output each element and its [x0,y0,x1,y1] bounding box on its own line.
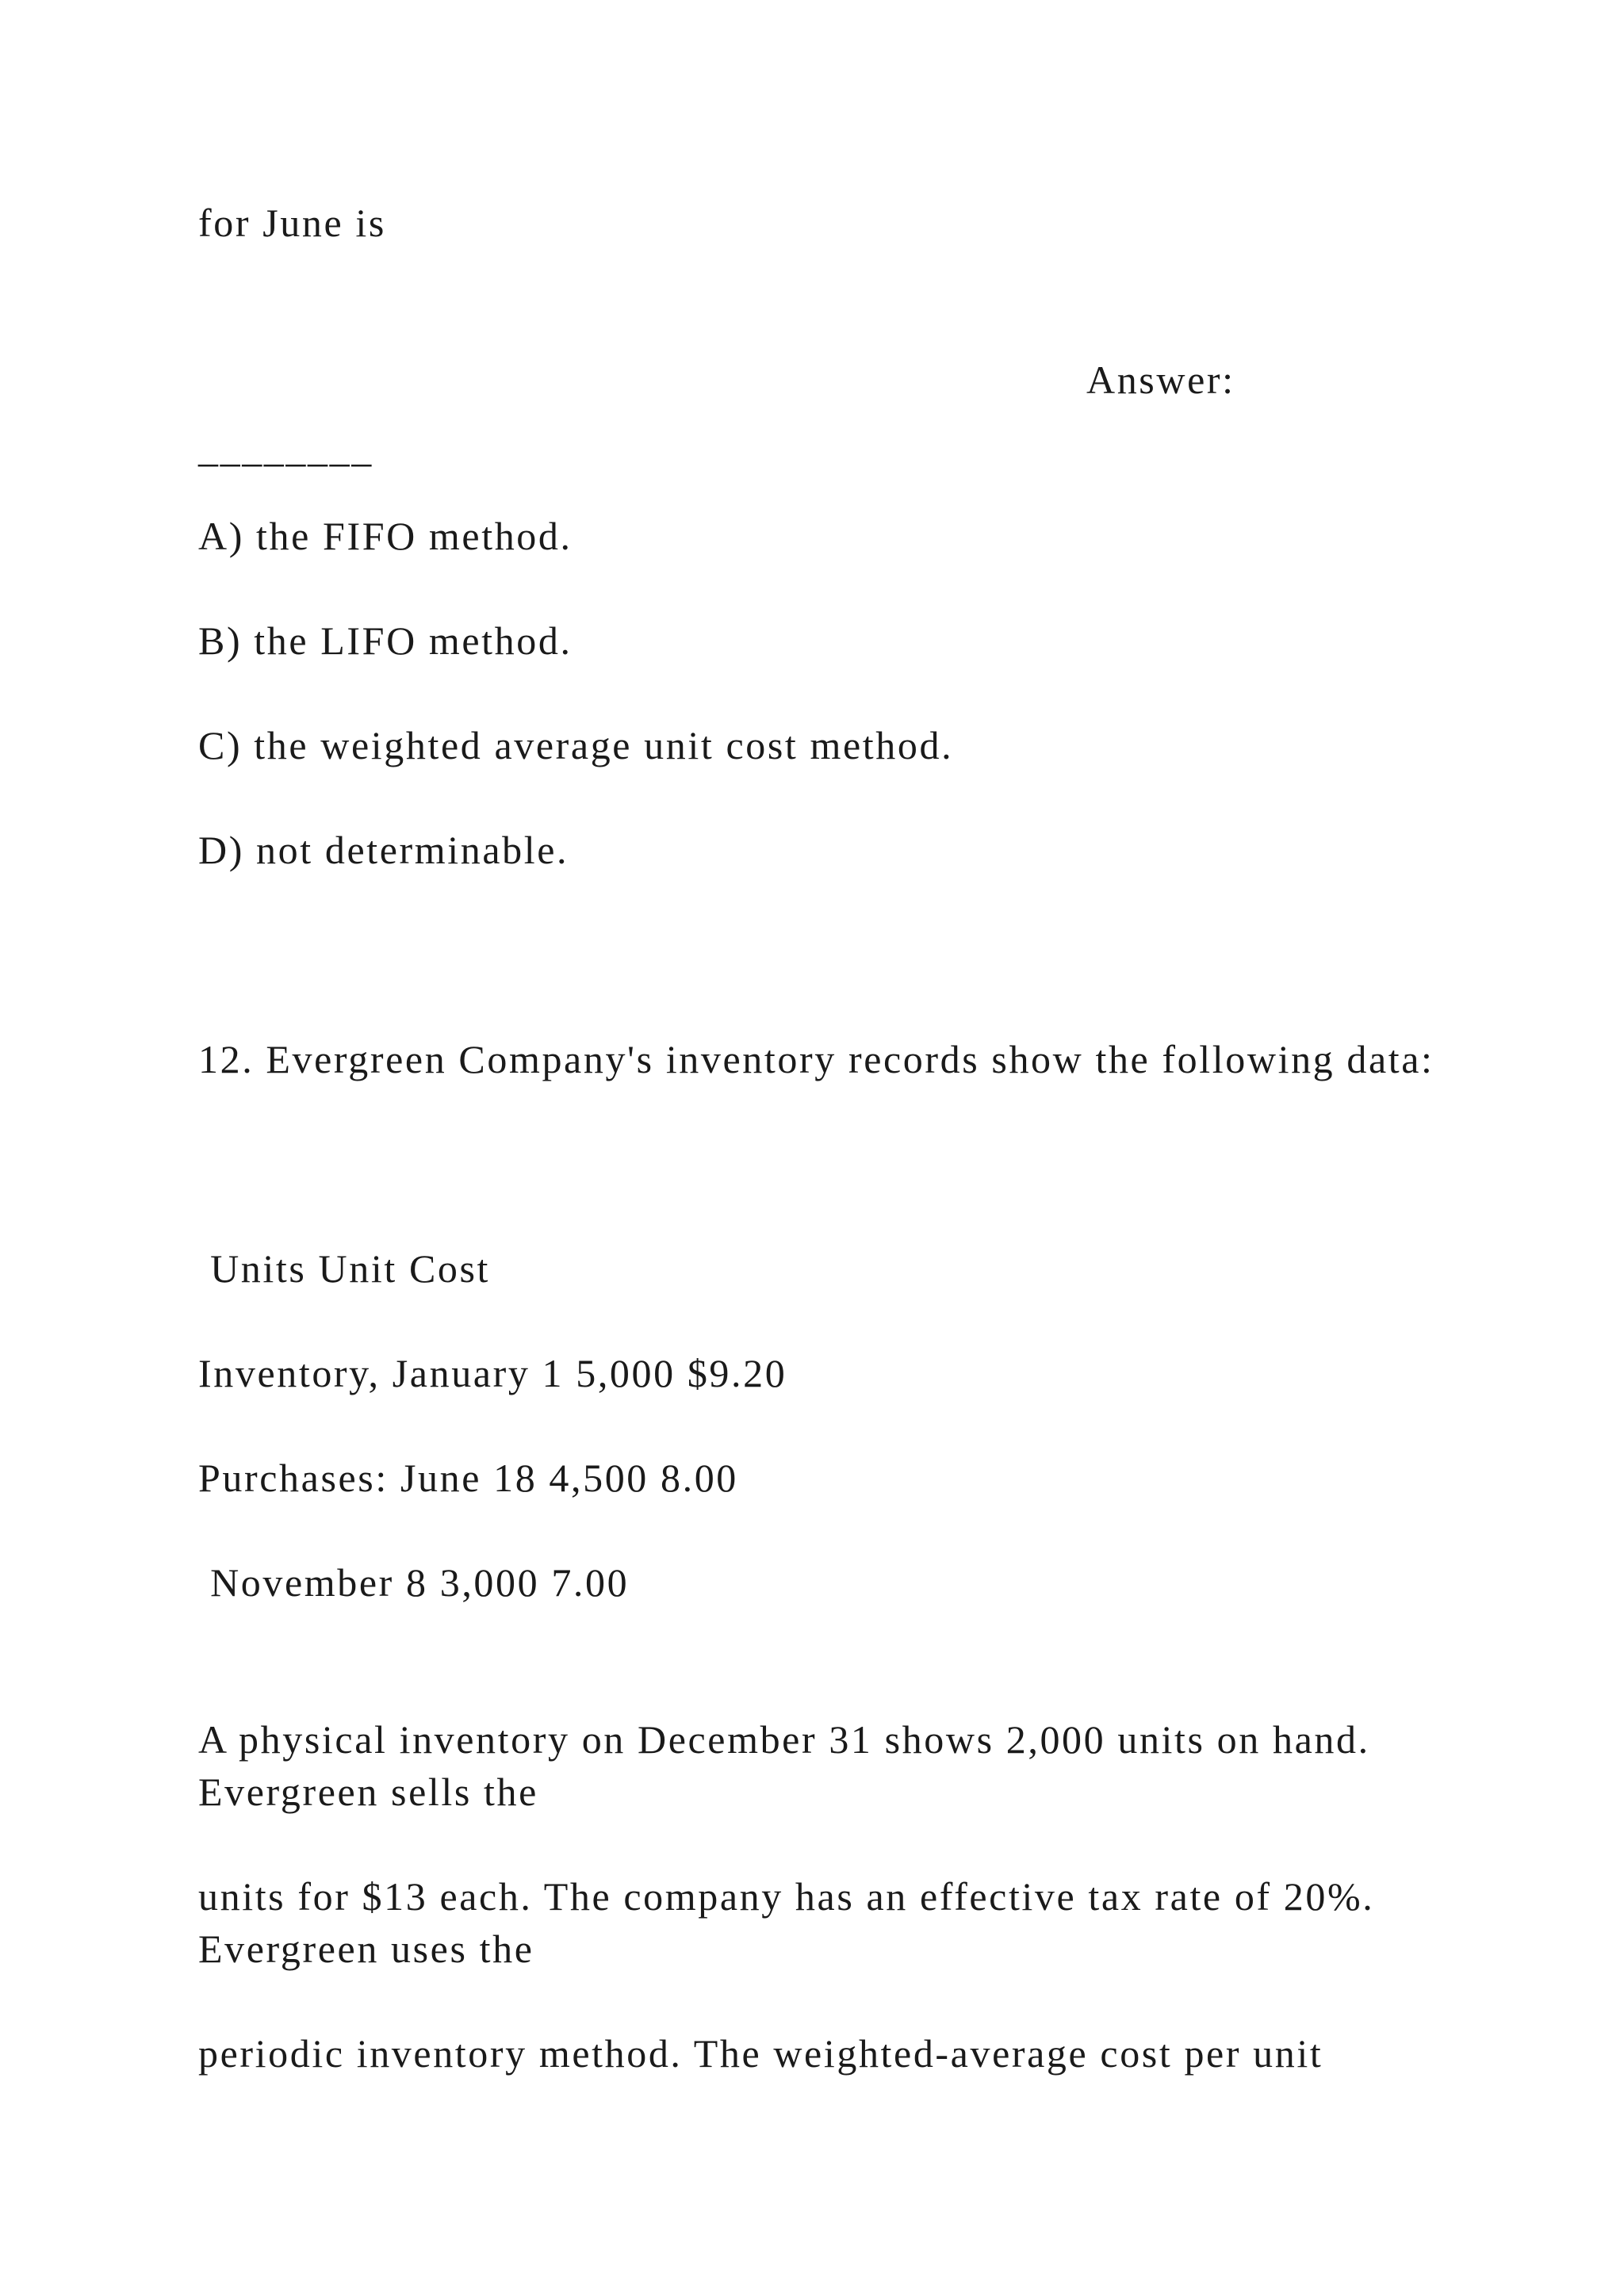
table-header: Units Unit Cost [198,1246,491,1291]
option-a: A) the FIFO method. [198,514,573,558]
option-c: C) the weighted average unit cost method. [198,723,954,767]
question-stem-fragment: for June is [198,201,386,245]
paragraph-line: units for $13 each. The company has an effective tax rate of 20%. Evergreen uses the [198,1874,1375,1971]
question-12-stem: 12. Evergreen Company's inventory records show the following data: [198,1037,1434,1081]
option-b: B) the LIFO method. [198,618,573,663]
answer-blank: ________ [198,426,373,470]
paragraph-line: A physical inventory on December 31 shows 2,000 units on hand. Evergreen sells the [198,1717,1370,1814]
option-d: D) not determinable. [198,828,569,872]
table-row: Purchases: June 18 4,500 8.00 [198,1456,738,1500]
answer-label: Answer: [1086,358,1235,402]
table-row: Inventory, January 1 5,000 $9.20 [198,1351,787,1395]
paragraph-line: periodic inventory method. The weighted-average cost per unit [198,2031,1323,2076]
table-row: November 8 3,000 7.00 [198,1560,630,1605]
